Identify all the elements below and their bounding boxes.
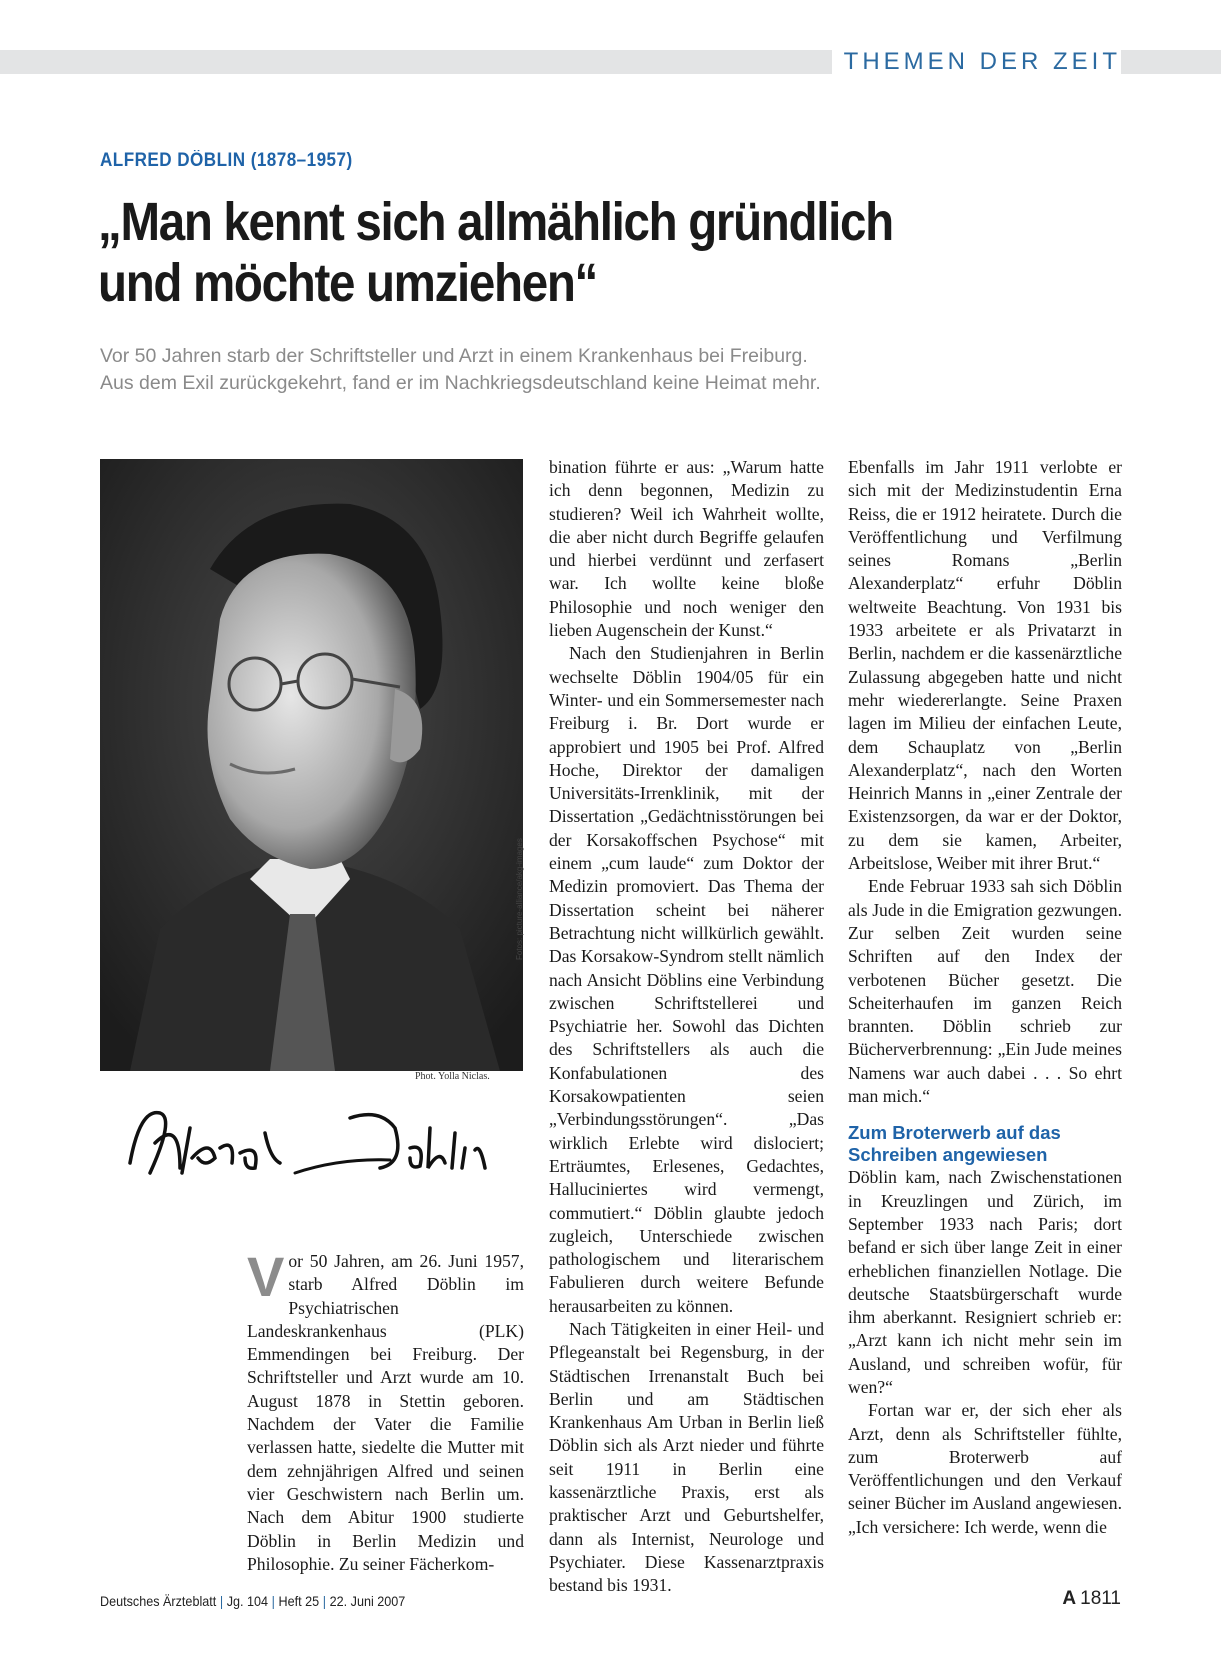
- headline-line-2: und möchte umziehen“: [98, 253, 598, 313]
- page-number: [1062, 1588, 1121, 1610]
- article-headline: [98, 192, 943, 314]
- paragraph-text: or 50 Jahren, am 26. Juni 1957, starb Alfred Döblin im Psychiatrischen Landeskrankenhaus (PLK) Emmendingen bei Freiburg. Der Schriftsteller und Arzt wurde am 10. August 1878 in Stettin geboren. Nachdem der Vater die Familie verlassen hatte, siedelte die Mutter mit dem zehnjährigen Alfred und seinen vier Geschwistern nach Berlin um. Nach dem Abitur 1900 studierte Döblin in Berlin Medizin und Philosophie. Zu seiner Fächerkom-: [247, 1251, 524, 1574]
- article-kicker: ALFRED DÖBLIN (1878–1957): [100, 150, 353, 171]
- footer-separator: |: [322, 1593, 327, 1609]
- subhead-line-1: Vor 50 Jahren starb der Schriftsteller und Arzt in einem Krankenhaus bei Freiburg.: [100, 345, 808, 367]
- signature-image: [120, 1088, 520, 1198]
- section-subheading: Zum Broterwerb auf das Schreiben angewiesen: [848, 1122, 1061, 1166]
- paragraph: Nach den Studienjahren in Berlin wechselte Döblin 1904/05 für ein Winter- und ein Sommersemester nach Freiburg i. Br. Dort wurde er approbiert und 1905 bei Prof. Alfred Hoche, Direktor der damaligen Universitäts-Irrenklinik, mit der Dissertation „Gedächtnisstörungen bei der Korsakoffschen Psychose“ mit einem „cum laude“ zum Doktor der Medizin promoviert. Das Thema der Dissertation scheint bei näherer Betrachtung nicht willkürlich gewählt. Das Korsakow-Syndrom stellt nämlich nach Ansicht Döblins eine Verbindung zwischen Schriftstellerei und Psychiatrie her. Sowohl das Dichten des Schriftstellers als auch die Konfabulationen des Korsakowpatienten seien „Verbindungsstörungen“. „Das wirklich Erlebte wird dislociert; Erträumtes, Erlesenes, Gedachtes, Halluciniertes wird vermengt, commutiert.“ Döblin glaubte jedoch zugleich, Unterschiede zwischen pathologischem und literarischem Fabulieren durch weitere Befunde herausarbeiten zu können.: [549, 643, 824, 1316]
- paragraph: Ende Februar 1933 sah sich Döblin als Jude in die Emigration gezwungen. Zur selben Zeit wurden seine Schriften auf den Index der verbotenen Bücher gesetzt. Die Scheiterhaufen im ganzen Reich brannten. Döblin schrieb zur Bücherverbrennung: „Ein Jude meines Namens war auch dabei . . . So ehrt man mich.“: [848, 876, 1122, 1107]
- photo-credit: Fotos: picture-alliance/akg-images: [515, 838, 524, 960]
- paragraph: Döblin kam, nach Zwischenstationen in Kreuzlingen und Zürich, im September 1933 nach Paris; dort befand er sich über lange Zeit in einer erheblichen finanziellen Notlage. Die deutsche Staatsbürgerschaft wurde ihm aberkannt. Resigniert schrieb er: „Arzt kann ich nicht mehr sein im Ausland, und schreiben wofür, für wen?“: [848, 1167, 1122, 1397]
- footer-separator: |: [271, 1593, 275, 1609]
- column-2: [549, 456, 824, 1598]
- journal-volume: Jg. 104: [226, 1593, 269, 1609]
- section-label: THEMEN DER ZEIT: [832, 47, 1121, 77]
- drop-cap: V: [247, 1245, 285, 1308]
- subhead-line-2: Aus dem Exil zurückgekehrt, fand er im Nachkriegsdeutschland keine Heimat mehr.: [100, 372, 821, 394]
- footer-separator: |: [219, 1593, 224, 1609]
- portrait-illustration: [100, 459, 523, 1071]
- paragraph: Nach Tätigkeiten in einer Heil- und Pflegeanstalt bei Regensburg, in der Städtischen Irrenanstalt Buch bei Berlin und am Städtischen Krankenhaus Am Urban in Berlin ließ Döblin sich als Arzt nieder und führte seit 1911 in Berlin eine kassenärztliche Praxis, erst als praktischer Arzt und Geburtshelfer, dann als Internist, Neurologe und Psychiater. Diese Kassenarztpraxis bestand bis 1931.: [549, 1318, 824, 1596]
- column-3: [848, 456, 1122, 1539]
- column-1: [247, 1245, 524, 1576]
- photo-caption: Phot. Yolla Niclas.: [415, 1071, 490, 1082]
- portrait-photo: [100, 459, 523, 1071]
- paragraph: Fortan war er, der sich eher als Arzt, denn als Schriftsteller fühlte, zum Broterwerb auf Veröffentlichungen und den Verkauf seiner Bücher im Ausland angewiesen. „Ich versichere: Ich werde, wenn die: [848, 1400, 1122, 1537]
- paragraph: Ebenfalls im Jahr 1911 verlobte er sich mit der Medizinstudentin Erna Reiss, die er 1912 heiratete. Durch die Veröffentlichung und Verfilmung seines Romans „Berlin Alexanderplatz“ erfuhr Döblin weltweite Beachtung. Von 1931 bis 1933 arbeitete er als Privatarzt in Berlin, nachdem er die kassenärztliche Zulassung abgegeben hatte und nicht mehr wiedererlangte. Seine Praxen lagen im Milieu der einfachen Leute, dem Schauplatz von „Berlin Alexanderplatz“, nach den Worten Heinrich Manns in „einer Zentrale der Existenzsorgen, da war er der Doktor, zu dem sie kamen, Arbeiter, Arbeitslose, Weiber mit ihrer Brut.“: [848, 457, 1122, 874]
- paragraph: [247, 1245, 524, 1576]
- page-number-value: 1811: [1080, 1588, 1121, 1609]
- paragraph: bination führte er aus: „Warum hatte ich denn begonnen, Medizin zu studieren? Weil ich Wahrheit wollte, die aber nicht durch Begriffe gelaufen und hierbei verdünnt und zerfasert war. Ich wollte keine bloße Philosophie und noch weniger den lieben Augenschein der Kunst.“: [549, 457, 824, 641]
- journal-date: 22. Juni 2007: [329, 1593, 406, 1609]
- page-prefix: A: [1062, 1588, 1077, 1609]
- headline-line-1: „Man kennt sich allmählich gründlich: [98, 192, 893, 252]
- journal-issue: Heft 25: [278, 1593, 320, 1609]
- article-subhead: [100, 343, 1000, 397]
- journal-name: Deutsches Ärzteblatt: [100, 1593, 217, 1609]
- footer-citation: [100, 1593, 405, 1609]
